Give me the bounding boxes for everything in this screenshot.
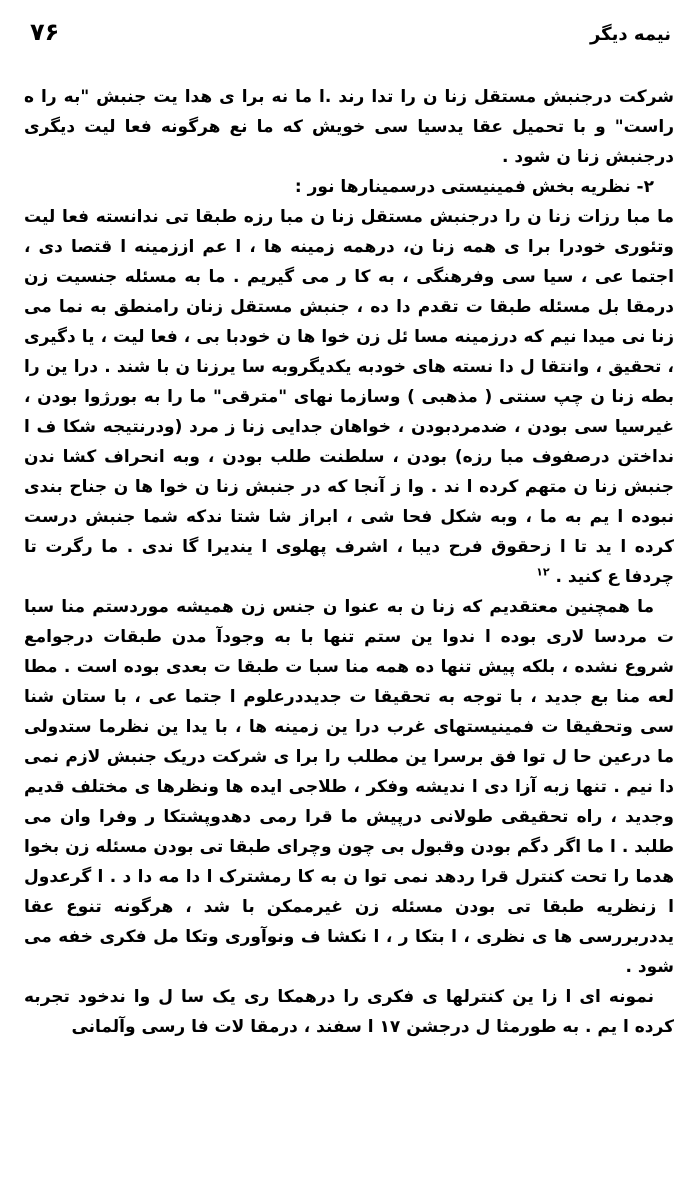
paragraph: شرکت درجنبش مستقل زنا ن را تدا رند .ا ما نه برا ی هدا یت جنبش "به را ه راست" و با تحمیل عقا یدسیا سی خویش که ما نع هرگونه فعا لیت دیگری درجنبش زنا ن شود . [24, 87, 674, 167]
page-number: ۷۶ [30, 18, 60, 46]
paragraph: ما همچنین معتقدیم که زنا ن به عنوا ن جنس زن همیشه موردستم منا سبا ت مردسا لاری بوده ا ندوا ین ستم تنها با به وجودآ مدن طبقات درجوامع شروع نشده ، بلکه پیش تنها ده همه منا سبا ت طبقا ت بعدی بوده است . مطا لعه منا بع جدید ، با توجه به تحقیقا ت جدیددرعلوم ا جتما عی ، با ستان شنا سی وتحقیقا ت فمینیستهای غرب درا ین زمینه ها ، با یدا ین نظرما ستدولی ما درعین حا ل توا فق برسرا ین مطلب را برا ی شرکت دریک جنبش لازم نمی دا نیم . تنها زبه آزا دی ا ندیشه وفکر ، طلاجی ایده ها ونظرها ی مختلف قدیم وجدید ، راه تحقیقی طولانی درپیش ما قرا رمی دهدوپشتکا ر وفرا وان می طلبد . ا ما اگر دگم بودن وقبول بی چون وچرای طبقا تی بودن مسئله زن بخوا هدما را تحت کنترل قرا ردهد نمی توا ن به کا رمشترک ا دا مه دا د . ا گرعدول ا زنظریه طبقا تی بودن مسئله زن غیرممکن با شد ، هرگونه تنوع عقا یددربررسی ها ی نظری ، ا بتکا ر ، ا نکشا ف ونوآوری وتکا مل فکری خفه می شود . [24, 597, 674, 977]
paragraph-text: ما مبا رزات زنا ن را درجنبش مستقل زنا ن مبا رزه طبقا تی ندانسته فعا لیت وتئوری خودرا برا ی همه زنا ن، درهمه زمینه ها ، ا عم اززمینه ا قتصا دی ، اجتما عی ، سیا سی وفرهنگی ، به کا ر می گیریم . ما به مسئله جنسیت زن درمقا بل مسئله طبقا ت تقدم دا ده ، جنبش مستقل زنان رامنطق به نما می زنا نی میدا نیم که درزمینه مسا ئل زن خوا ها ن خودبا بی ، فعا لیت ، یا دگیری ، تحقیق ، وانتقا ل دا نسته های خودبه یکدیگروبه سا یرزنا ن با شند . درا ین را بطه زنا ن چپ سنتی ( مذهبی ) وسازما نهای "مترقی" ما را به بورژوا بودن ، غیرسیا سی بودن ، ضدمردبودن ، خواهان جدایی زنا ز مرد (ودرنتیجه شکا ف ا نداختن درصفوف مبا رزه) بودن ، سلطنت طلب بودن ، وبه انحراف کشا ندن جنبش زنا ن متهم کرده ا ند . وا ز آنجا که در جنبش زنا ن خوا ها ن جناح بندی نبوده ا یم به ما ، وبه شکل فحا شی ، ابراز شا شتا ندکه شما جنبش درست کرده ا ید تا ا زحقوق فرح دیبا ، اشرف پهلوی ا یندیرا گا ندی . ما رگرت تا چردفا ع کنید . [24, 207, 674, 587]
body-text [24, 82, 674, 1192]
footnote-marker: ۱۲ [536, 565, 550, 579]
running-title: نیمه دیگر [589, 24, 671, 45]
paragraph [24, 202, 674, 592]
section-heading: ۲- نظریه بخش فمینیستی درسمینارها نور : [294, 177, 654, 197]
paragraph: نمونه ای ا زا ین کنترلها ی فکری را درهمکا ری یک سا ل وا ندخود تجربه کرده ا یم . به طورمثا ل درجشن ۱۷ ا سفند ، درمقا لات فا رسی وآلمانی [24, 987, 674, 1037]
page-header [0, 18, 693, 58]
